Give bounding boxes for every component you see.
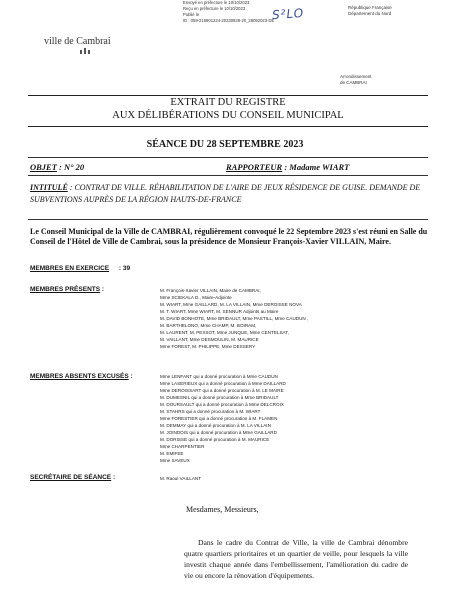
title-line-2: AUX DÉLIBÉRATIONS DU CONSEIL MUNICIPAL (112, 110, 344, 121)
secretaire-value (160, 475, 430, 482)
intitule-text: : CONTRAT DE VILLE. RÉHABILITATION DE L'AIRE DE JEUX RÉSIDENCE DE GUISE. DEMANDE DE SUBVENTIONS AUPRÈS DE LA RÉGION HAUTS-DE-FRANCE (30, 183, 421, 204)
body-paragraph (184, 537, 408, 581)
objet-label: OBJET (30, 162, 57, 172)
body-paragraph-text: Dans le cadre du Contrat de Ville, la ville de Cambrai dénombre quatre quartiers prioritaires et un quartier de veille, pour lesquels la ville investit chaque année dans l'embellissement, l'amélioration du cadre de vie ou encore la rénovation d'équipements. (184, 538, 408, 580)
list-item: Mme FOREST, M. PHILIPPE, Mme DESSERY (160, 344, 256, 349)
arrondissement-line: Arrondissement (340, 74, 372, 79)
seance-date: SÉANCE DU 28 SEPTEMBRE 2023 (146, 139, 304, 150)
secretaire-label: SECRÉTAIRE DE SÉANCE (30, 474, 112, 481)
arrondissement-line: de CAMBRAI (340, 80, 367, 85)
secretaire-de-seance (30, 474, 115, 481)
list-item: M. DORISSE qui a donné procuration à M. MAURICE (160, 437, 270, 442)
document-title (28, 95, 428, 127)
rapporteur (226, 162, 349, 172)
membres-en-exercice (30, 265, 130, 272)
stamp-line: Envoyé en préfecture le 10/10/2023 (183, 0, 250, 5)
membres-absents (30, 373, 133, 380)
list-item: M. BARTHELONO, Mme CHAMP, M. BOIRAM, (160, 323, 257, 328)
list-item: M. EMIFEE (160, 451, 184, 456)
rapporteur-label: RAPPORTEUR (226, 162, 283, 172)
logo-text: ville de Cambrai (44, 36, 111, 47)
list-item: Mme DEROISSART qui a donné procuration à M. LE MAIRE (160, 388, 284, 393)
list-item: M. LAURENT, M. PEXSOT, Mme JUNQUE, Mme CENTELSAT, (160, 330, 289, 335)
objet (30, 162, 84, 172)
membres-en-exercice-value: : 39 (118, 265, 131, 272)
list-item: Mme CHARPENTIER (160, 444, 205, 449)
secretaire-colon: : (112, 474, 116, 481)
membres-absents-label: MEMBRES ABSENTS EXCUSÉS (30, 373, 129, 380)
departement-line: Département du Nord (348, 11, 392, 16)
intitule-label: INTITULÉ (30, 183, 68, 192)
list-item: M. François-Xavier VILLAIN, Maire de CAMBRAI, (160, 288, 261, 293)
title-line-1: EXTRAIT DU REGISTRE (170, 97, 286, 108)
stamp-line: ID : 059-215901224-20230928-20_28092023-DE (183, 18, 275, 23)
logo-mark-icon (80, 48, 94, 54)
stamp-line: Publié le (183, 12, 200, 17)
salutation: Mesdames, Messieurs, (186, 505, 259, 514)
list-item: M. VAILLANT, Mme DESMOULIN, M. MAURICE (160, 337, 259, 342)
membres-presents (30, 286, 104, 293)
membres-presents-list (160, 287, 430, 350)
list-item: M. T. WIART, Mme WIART, M. SENNUR Adjoints au Maire (160, 309, 279, 314)
membres-presents-colon: : (101, 286, 105, 293)
membres-presents-label: MEMBRES PRÉSENTS (30, 286, 101, 293)
list-item: Mme SAVEUX (160, 458, 190, 463)
republique-header (348, 5, 392, 17)
membres-en-exercice-label: MEMBRES EN EXERCICE (30, 265, 110, 272)
list-item: Mme SCIEKALA D., Maire-Adjointe (160, 295, 232, 300)
intro-paragraph: Le Conseil Municipal de la Ville de CAMBRAI, régulièrement convoqué le 22 Septembre 2023 s'est réuni en Salle du Conseil de l'Hôtel de Ville de Cambrai, sous la présidence de Monsieur François-Xavier VILLAIN, Maire. (30, 227, 428, 246)
divider (28, 157, 428, 158)
list-item: Mme FORESTIER qui a donné procuration à M. FLAMEN (160, 416, 278, 421)
objet-value: : N° 20 (59, 162, 85, 172)
list-item: M. DAVID BONHOTE, Mme BRIDAULT, Mme PASTILL, Mme CAUDUN , (160, 316, 309, 321)
divider (28, 175, 428, 176)
list-item: M. WIART, Mme GAILLARD, M. LA VILLAIN, Mme DEROISSE NOVA (160, 302, 302, 307)
list-item: M. JOINDOIS qui a donné procuration à Mme GAILLARD (160, 430, 277, 435)
stamp-line: Reçu en préfecture le 10/10/2023 (183, 6, 246, 11)
arrondissement (340, 74, 372, 86)
secretaire-name: M. Raoul VAILLANT (160, 476, 202, 481)
membres-absents-colon: : (130, 373, 133, 380)
divider (28, 219, 428, 220)
membres-absents-list (160, 373, 430, 464)
list-item: M. DEMMAY qui a donné procuration à M. LA VILLAIN (160, 423, 271, 428)
rapporteur-value: : Madame WIART (284, 162, 350, 172)
list-item: Mme LASERIEUX qui a donné procuration à Mme DAILLARD (160, 381, 286, 386)
list-item: M. STAHRS qui a donné procuration à M. WIART (160, 409, 261, 414)
list-item: M. DUMESNIL qui a donné procuration à Mme BRIDAULT (160, 395, 279, 400)
handwritten-mark: S²LO (271, 5, 305, 23)
city-logo (44, 36, 111, 54)
list-item: M. DOURSAULT qui a donné procuration à Mme DELCROIX (160, 402, 284, 407)
republique-line: République Française (348, 5, 392, 10)
intitule (30, 182, 428, 206)
list-item: Mme LENFANT qui a donné procuration à Mme CAUDUN (160, 374, 278, 379)
